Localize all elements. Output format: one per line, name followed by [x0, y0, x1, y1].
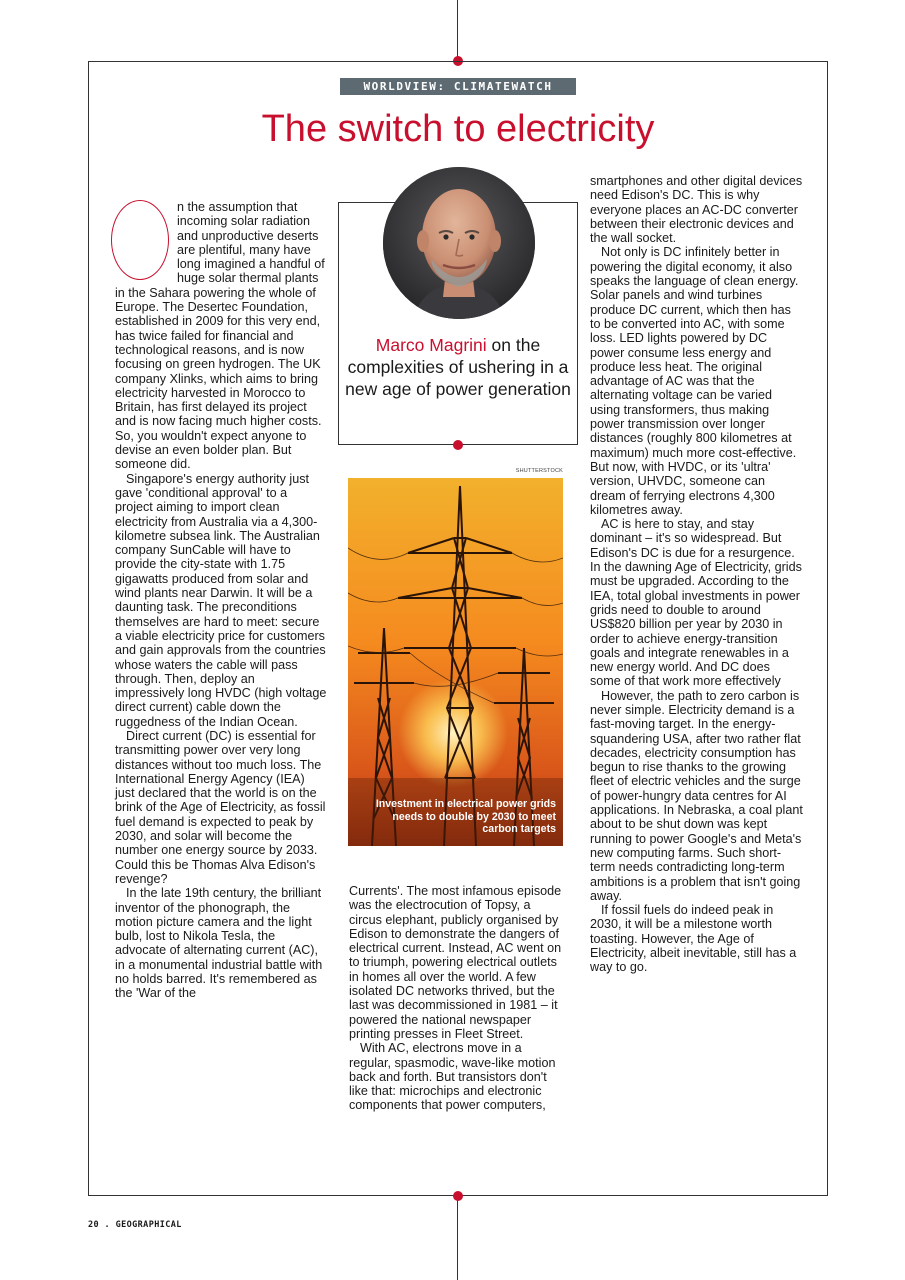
- article-column-3: [590, 174, 804, 975]
- top-connector-line: [457, 0, 458, 61]
- paragraph: [115, 200, 327, 472]
- paragraph: With AC, electrons move in a regular, spasmodic, wave-like motion back and forth. But transistors don't like that: microchips and electronic components that power computers,: [349, 1041, 556, 1113]
- article-title: The switch to electricity: [261, 108, 655, 150]
- photo-credit: SHUTTERSTOCK: [515, 468, 563, 474]
- page-folio: 20 . GEOGRAPHICAL: [88, 1220, 182, 1230]
- paragraph: AC is here to stay, and stay dominant – it's so widespread. But Edison's DC is due for a resurgence. In the dawning Age of Electricity, grids must be upgraded. According to the IEA, total global investments in power grids need to double to around US$820 billion per year by 2030 in order to achieve energy-transition goals and integrate renewables in a new energy world. And DC does some of that work more effectively: [590, 517, 802, 689]
- byline-box-dot: [453, 440, 463, 450]
- byline-text: [340, 334, 576, 400]
- article-column-2: [349, 884, 563, 1113]
- paragraph: If fossil fuels do indeed peak in 2030, it will be a milestone worth toasting. However, the Age of Electricity, albeit inevitable, still has a way to go.: [590, 903, 797, 975]
- bottom-connector-line: [457, 1196, 458, 1280]
- drop-cap: [111, 200, 169, 280]
- photo-caption: Investment in electrical power grids needs to double by 2030 to meet carbon targets: [375, 798, 556, 835]
- paragraph-text: n the assumption that incoming solar radiation and unproductive deserts are plentiful, many have long imagined a handful of huge solar thermal plants in the Sahara powering the whole of Europe. The Desertec Foundation, established in 2009 for this very end, has twice failed for financial and technological reasons, and is now focusing on green hydrogen. The UK company Xlinks, which aims to bring electricity harvested in Morocco to Britain, has first delayed its project and is now facing much higher costs. So, you wouldn't expect anyone to devise an even bolder plan. But someone did.: [115, 200, 325, 472]
- paragraph: Currents'. The most infamous episode was the electrocution of Topsy, a circus elephant, publicly organised by Edison to demonstrate the dangers of electrical current. Instead, AC went on to triumph, powering electrical outlets in homes all over the world. A few isolated DC networks thrived, but the last was decommissioned in 1981 – it powered the national newspaper printing presses in Fleet Street.: [349, 884, 562, 1041]
- byline-description: on the complexities of ushering in a new age of power generation: [345, 335, 571, 399]
- section-kicker: WORLDVIEW: CLIMATEWATCH: [340, 78, 576, 95]
- paragraph: smartphones and other digital devices need Edison's DC. This is why everyone places an AC-DC converter between their electronic devices and the wall socket.: [590, 174, 803, 246]
- author-name: Marco Magrini: [375, 335, 487, 355]
- author-portrait: [383, 167, 535, 319]
- article-column-1: [115, 200, 327, 1001]
- paragraph: Direct current (DC) is essential for transmitting power over very long distances without too much loss. The International Energy Agency (IEA) just declared that the world is on the brink of the Age of Electricity, as fossil fuel demand is expected to peak by 2030, and solar will become the number one energy source by 2033. Could this be Thomas Alva Edison's revenge?: [115, 728, 326, 886]
- bottom-frame-dot: [453, 1191, 463, 1201]
- pylons-photo: [348, 478, 563, 846]
- paragraph: Singapore's energy authority just gave 'conditional approval' to a project aiming to import clean electricity from Australia via a 4,300-kilometre subsea link. The Australian company SunCable will have to provide the city-state with 1.75 gigawatts produced from solar and wind plants near Darwin. It will be a daunting task. The preconditions themselves are hard to meet: secure a viable electricity price for customers and gain approvals from the countries whose waters the cable will pass through. Then, deploy an impressively long HVDC (high voltage direct current) cable down the ruggedness of the Indian Ocean.: [115, 471, 327, 729]
- author-portrait-icon: [383, 167, 535, 319]
- paragraph: In the late 19th century, the brilliant inventor of the phonograph, the motion picture camera and the light bulb, lost to Nikola Tesla, the advocate of alternating current (AC), in a monumental industrial battle with no holds barred. It's remembered as the 'War of the: [115, 886, 323, 1001]
- electricity-pylons-sunset-photo-icon: [348, 478, 563, 846]
- paragraph: Not only is DC infinitely better in powering the digital economy, it also speaks the language of clean energy. Solar panels and wind turbines produce DC current, which then has to be converted into AC, with some loss. LED lights powered by DC power consume less energy and produce less heat. The original advantage of AC was that the alternating voltage can be varied using transformers, thus making power transmission over longer distances (roughly 800 kilometres at maximum) much more cost-effective. But now, with HVDC, or its 'ultra' version, UHVDC, someone can dream of ferrying electrons 4,300 kilometres away.: [590, 245, 799, 517]
- paragraph: However, the path to zero carbon is never simple. Electricity demand is a fast-moving target. In the energy-squandering USA, after two rather flat decades, electricity consumption has begun to rise thanks to the growing fleet of electric vehicles and the surge of power-hungry data centres for AI applications. In Nebraska, a coal plant about to be shut down was kept running to power Google's and Meta's new computing farms. Such short-term needs contradicting long-term ambitions is a problem that isn't going away.: [590, 688, 803, 903]
